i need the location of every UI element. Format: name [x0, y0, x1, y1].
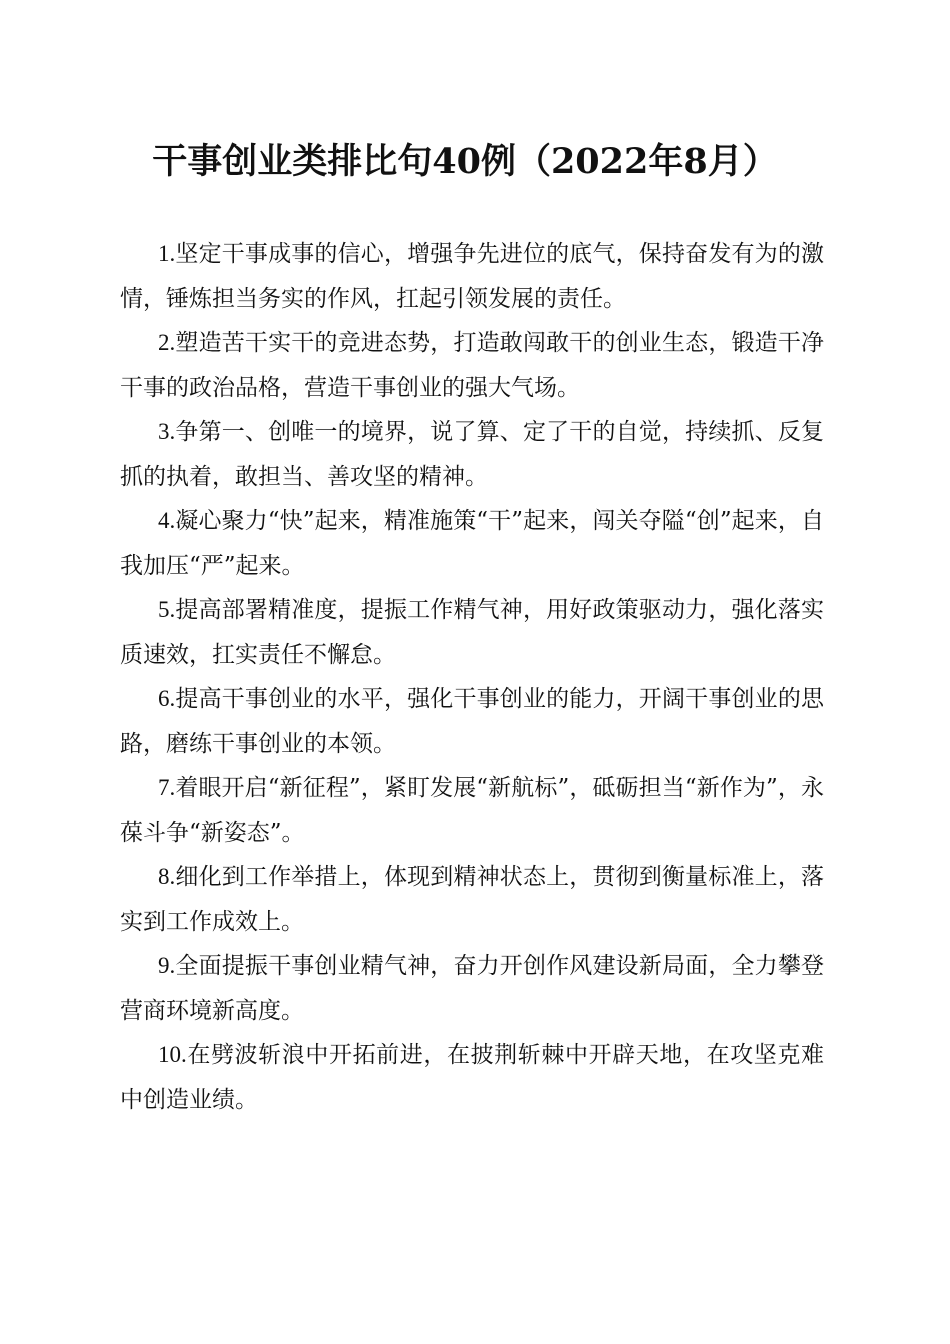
item-number: 7. [158, 775, 176, 800]
document-title: 干事创业类排比句40例（2022年8月） [152, 141, 778, 182]
list-item [120, 232, 824, 321]
item-text: 提高部署精准度，提振工作精气神，用好政策驱动力，强化落实质速效，扛实责任不懈怠。 [120, 597, 824, 668]
item-number: 1. [158, 241, 176, 266]
item-number: 4. [158, 508, 176, 533]
list-item [120, 766, 824, 855]
list-item [120, 677, 824, 766]
item-text: 着眼开启“新征程”，紧盯发展“新航标”，砥砺担当“新作为”，永葆斗争“新姿态”。 [120, 775, 824, 846]
list-item [120, 410, 824, 499]
item-text: 凝心聚力“快”起来，精准施策“干”起来，闯关夺隘“创”起来，自我加压“严”起来。 [120, 508, 824, 579]
list-item [120, 855, 824, 944]
item-text: 全面提振干事创业精气神，奋力开创作风建设新局面，全力攀登营商环境新高度。 [120, 953, 824, 1024]
item-text: 细化到工作举措上，体现到精神状态上，贯彻到衡量标准上，落实到工作成效上。 [120, 864, 824, 935]
item-number: 3. [158, 419, 176, 444]
item-number: 9. [158, 953, 176, 978]
list-item [120, 588, 824, 677]
item-text: 提高干事创业的水平，强化干事创业的能力，开阔干事创业的思路，磨练干事创业的本领。 [120, 686, 824, 757]
list-item [120, 321, 824, 410]
sentence-list [120, 232, 824, 1122]
item-number: 2. [158, 330, 176, 355]
item-text: 在劈波斩浪中开拓前进，在披荆斩棘中开辟天地，在攻坚克难中创造业绩。 [120, 1042, 824, 1113]
item-text: 塑造苦干实干的竞进态势，打造敢闯敢干的创业生态，锻造干净干事的政治品格，营造干事创业的强大气场。 [120, 330, 824, 401]
list-item [120, 1033, 824, 1122]
list-item [120, 499, 824, 588]
list-item [120, 944, 824, 1033]
item-number: 5. [158, 597, 176, 622]
item-number: 8. [158, 864, 176, 889]
item-number: 10. [158, 1042, 187, 1067]
item-number: 6. [158, 686, 176, 711]
item-text: 坚定干事成事的信心，增强争先进位的底气，保持奋发有为的激情，锤炼担当务实的作风，扛起引领发展的责任。 [120, 241, 824, 312]
item-text: 争第一、创唯一的境界，说了算、定了干的自觉，持续抓、反复抓的执着，敢担当、善攻坚的精神。 [120, 419, 824, 490]
